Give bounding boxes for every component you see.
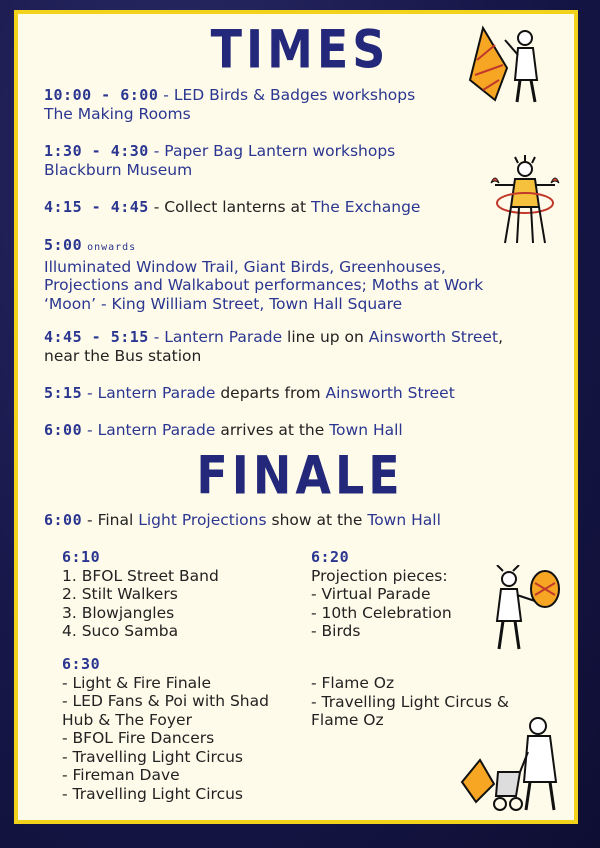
venue-highlight: Paper Bag Lantern workshops [164, 142, 396, 160]
performer-line: - Light & Fire Finale [62, 673, 211, 692]
times-heading: TIMES [210, 17, 390, 81]
finale-text: - Final [82, 511, 139, 529]
finale-heading: FINALE [196, 443, 404, 507]
schedule-description: Illuminated Window Trail, Giant Birds, Greenhouses, Projections and Walkabout performances; Moths at Work ‘Moon’ - King William Street, Town Hall Square [44, 257, 484, 313]
performer-line: - 10th Celebration [311, 603, 452, 622]
schedule-time: 4:45 - 5:15 [44, 328, 149, 346]
block-time: 6:20 [311, 548, 350, 566]
schedule-text: Collect lanterns at [164, 198, 311, 216]
block-6-20 [311, 548, 491, 641]
schedule-text: , near the Bus station [44, 328, 503, 365]
schedule-item [44, 384, 524, 403]
performer-line: 1. BFOL Street Band [62, 566, 219, 585]
block-time: 6:30 [62, 655, 101, 673]
performer-line: - Travelling Light Circus & Flame Oz [311, 692, 510, 729]
venue-highlight: Ainsworth Street [325, 384, 455, 402]
finale-text: show at the [266, 511, 368, 529]
schedule-time: 5:00 [44, 236, 83, 254]
venue-highlight: Ainsworth Street [368, 328, 499, 346]
venue-highlight: Lantern Parade [164, 328, 283, 346]
block-time: 6:10 [62, 548, 101, 566]
venue-name: Blackburn Museum [44, 160, 193, 179]
schedule-item [44, 328, 524, 365]
venue-highlight: Lantern Parade [97, 384, 216, 402]
schedule-item [44, 86, 524, 123]
separator: - [148, 328, 165, 346]
block-lines [311, 567, 491, 641]
schedule-time: 6:00 [44, 421, 83, 439]
venue-highlight: LED Birds & Badges workshops [173, 86, 416, 104]
schedule-time: 5:15 [44, 384, 83, 402]
schedule-text: departs from [215, 384, 326, 402]
performer-line: - Travelling Light Circus [62, 784, 243, 803]
schedule-time: 1:30 - 4:30 [44, 142, 149, 160]
performer-line: - BFOL Fire Dancers [62, 729, 215, 747]
performer-line: - Flame Oz [311, 674, 395, 692]
schedule-time: 4:15 - 4:45 [44, 198, 149, 216]
finale-intro [44, 511, 524, 530]
separator: - [82, 421, 98, 439]
schedule-item [44, 142, 524, 179]
performer-line: - LED Fans & Poi with Shad Hub & The Foyer [62, 692, 269, 729]
schedule-item [44, 236, 524, 313]
performer-line: 3. Blowjangles [62, 603, 175, 622]
venue-highlight: Town Hall [329, 421, 403, 439]
separator: - [148, 142, 165, 160]
venue-highlight: Light Projections [138, 511, 267, 529]
schedule-time: 10:00 - 6:00 [44, 86, 159, 104]
venue-highlight: Lantern Parade [97, 421, 216, 439]
venue-name: The Making Rooms [44, 104, 191, 123]
block-lines [62, 567, 302, 641]
separator: - [82, 384, 98, 402]
performer-line: - Birds [311, 622, 361, 640]
performer-line: 2. Stilt Walkers [62, 585, 178, 603]
lantern-walker-illustration [485, 565, 565, 655]
schedule-item [44, 421, 524, 440]
schedule-item [44, 198, 524, 217]
performer-line: 4. Suco Samba [62, 622, 179, 640]
fire-juggler-illustration [485, 155, 565, 250]
performer-line: Projection pieces: [311, 566, 448, 585]
schedule-time-suffix: onwards [87, 242, 137, 253]
block-6-10 [62, 548, 302, 641]
schedule-text: line up on [282, 328, 369, 346]
family-buggy-illustration [458, 712, 563, 817]
finale-time: 6:00 [44, 511, 83, 529]
venue-highlight: The Exchange [310, 198, 421, 216]
lantern-carrier-illustration [465, 20, 550, 110]
venue-highlight: Town Hall [367, 511, 441, 529]
schedule-text: arrives at the [215, 421, 330, 439]
performer-line: - Travelling Light Circus [62, 747, 243, 766]
separator: - [158, 86, 174, 104]
block-6-30 [62, 655, 302, 803]
performer-line: - Virtual Parade [311, 585, 431, 603]
block-lines [62, 674, 302, 804]
performer-line: - Fireman Dave [62, 766, 180, 784]
separator: - [148, 198, 165, 216]
